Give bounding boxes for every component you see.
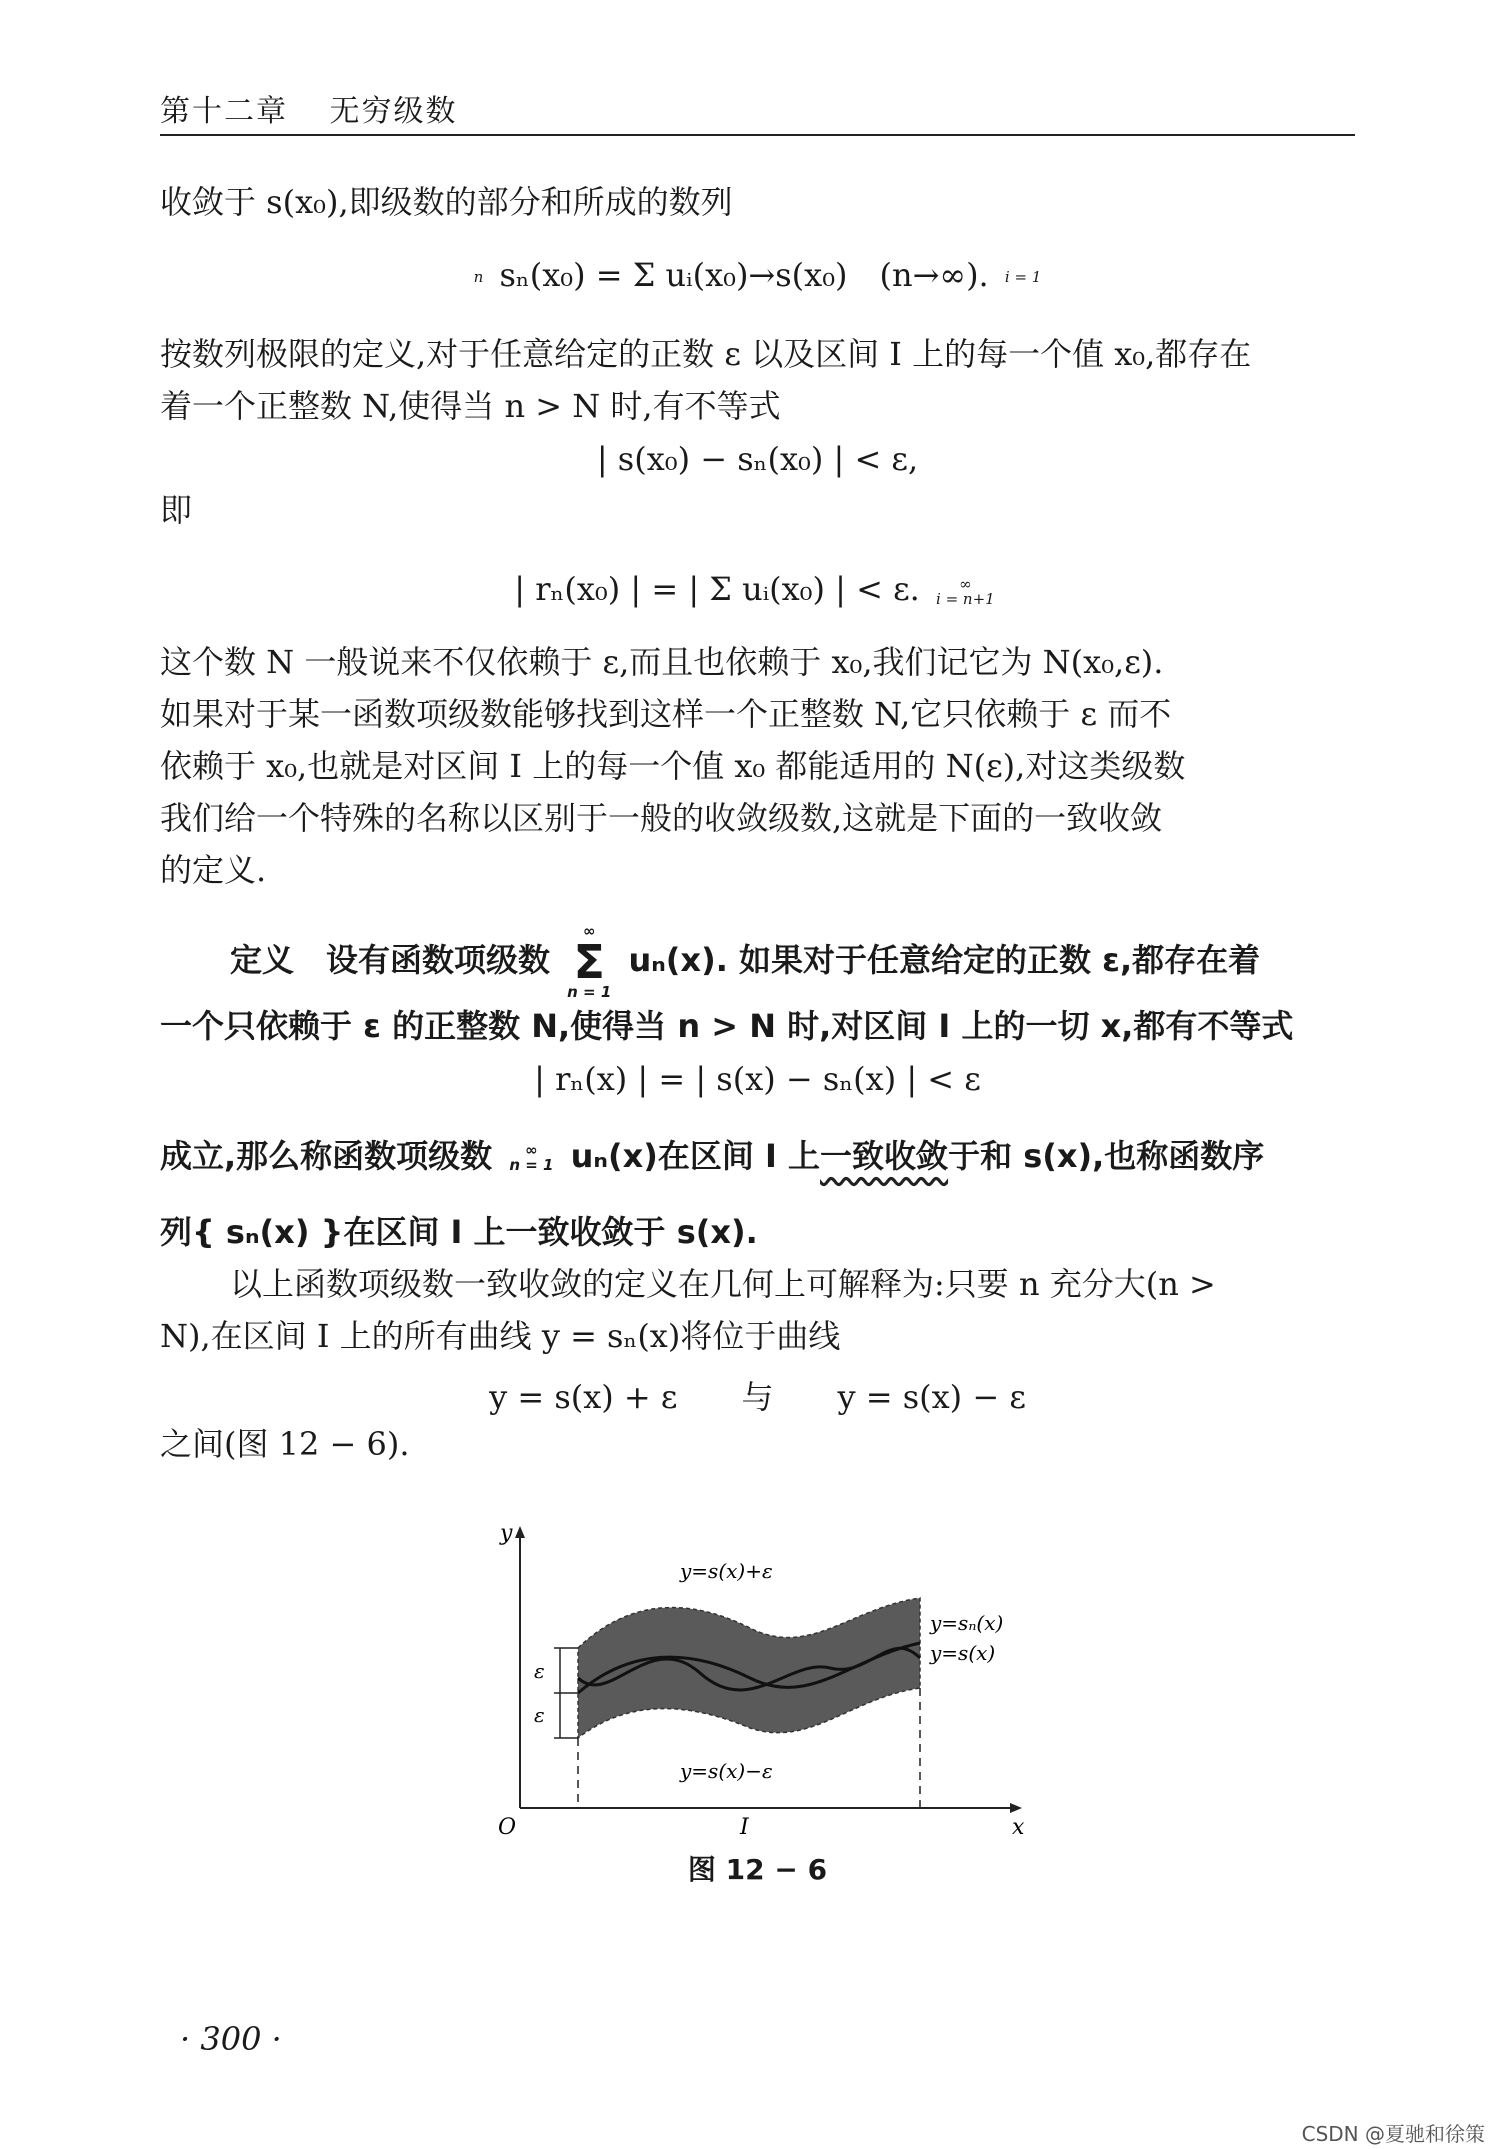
- paragraph-line: 我们给一个特殊的名称以区别于一般的收敛级数,这就是下面的一致收敛: [160, 799, 1163, 837]
- sum-operator: [474, 270, 484, 285]
- sum-lower-limit: i = n+1: [936, 589, 995, 608]
- equation-partial-sum: [160, 250, 1355, 296]
- equation-inequality: | s(x₀) − sₙ(x₀) | < ε,: [596, 440, 919, 478]
- y-axis-label: y: [500, 1521, 513, 1546]
- sum-operator: [936, 574, 995, 608]
- sum-lower: [1005, 270, 1041, 285]
- upper-curve-label: y=s(x)+ε: [680, 1559, 773, 1583]
- definition-line: [160, 1130, 1355, 1182]
- paragraph-line: 的定义.: [160, 851, 267, 889]
- figure-caption: 图 12 − 6: [687, 1853, 828, 1886]
- paragraph-line: 以上函数项级数一致收敛的定义在几何上可解释为:只要 n 充分大(n >: [230, 1265, 1216, 1303]
- equation-remainder: [160, 570, 1355, 608]
- page-number: · 300 ·: [180, 2020, 282, 2058]
- s-curve-label: y=s(x): [930, 1641, 996, 1665]
- y-arrow-icon: [515, 1526, 525, 1538]
- equation-text: | rₙ(x₀) | = | Σ uᵢ(x₀) | < ε.: [514, 570, 920, 608]
- epsilon-label-lower: ε: [534, 1703, 545, 1727]
- paragraph-line: 这个数 N 一般说来不仅依赖于 ε,而且也依赖于 x₀,我们记它为 N(x₀,ε).: [160, 643, 1164, 681]
- definition-line: 一个只依赖于 ε 的正整数 N,使得当 n > N 时,对区间 I 上的一切 x,都有不等式: [160, 1007, 1294, 1045]
- paragraph-line: 依赖于 x₀,也就是对区间 I 上的每一个值 x₀ 都能适用的 N(ε),对这类级数: [160, 747, 1186, 785]
- definition-text: 成立,那么称函数项级数: [160, 1137, 493, 1175]
- paragraph-line: 如果对于某一函数项级数能够找到这样一个正整数 N,它只依赖于 ε 而不: [160, 695, 1172, 733]
- paragraph-line: 之间(图 12 − 6).: [160, 1425, 410, 1463]
- equation-text: sₙ(x₀) = Σ uᵢ(x₀)→s(x₀) (n→∞).: [499, 256, 989, 294]
- paragraph-line: 收敛于 s(x₀),即级数的部分和所成的数列: [160, 183, 733, 221]
- sigma-symbol: Σ: [573, 935, 605, 989]
- sum-upper-limit: ∞: [525, 1141, 538, 1159]
- definition-text: 定义 设有函数项级数: [230, 941, 551, 979]
- sum-upper-limit: n: [473, 268, 484, 286]
- sum-operator: [567, 924, 611, 1000]
- paragraph-line: 即: [160, 491, 193, 529]
- paragraph-line: 着一个正整数 N,使得当 n > N 时,有不等式: [160, 387, 781, 425]
- lower-curve-label: y=s(x)−ε: [680, 1759, 773, 1783]
- watermark: CSDN @夏驰和徐策: [1301, 2122, 1485, 2146]
- paragraph-line: N),在区间 I 上的所有曲线 y = sₙ(x)将位于曲线: [160, 1317, 841, 1355]
- sum-operator: [509, 1143, 553, 1173]
- sum-lower-limit: n = 1: [509, 1156, 554, 1174]
- x-axis-label: x: [1012, 1815, 1025, 1838]
- sum-upper-limit: ∞: [582, 922, 596, 940]
- interval-label: I: [740, 1815, 749, 1838]
- epsilon-label-upper: ε: [534, 1659, 545, 1683]
- definition-text: 于和 s(x),也称函数序: [948, 1137, 1265, 1175]
- emphasized-term: 一致收敛: [820, 1137, 949, 1175]
- chapter-title: 无穷级数: [329, 94, 458, 129]
- definition-text: uₙ(x)在区间 I 上: [570, 1137, 821, 1175]
- running-head: [160, 86, 458, 130]
- sum-lower-limit: i = 1: [1004, 268, 1042, 286]
- epsilon-band: [578, 1598, 920, 1738]
- header-rule: [160, 134, 1355, 136]
- paragraph-line: 按数列极限的定义,对于任意给定的正数 ε 以及区间 I 上的每一个值 x₀,都存在: [160, 335, 1252, 373]
- sum-upper-limit: ∞: [959, 574, 972, 593]
- x-arrow-icon: [1010, 1803, 1022, 1813]
- chapter-number: 第十二章: [160, 94, 288, 129]
- equation-bounds: y = s(x) + ε 与 y = s(x) − ε: [489, 1378, 1026, 1416]
- definition-text: uₙ(x). 如果对于任意给定的正数 ε,都存在着: [628, 941, 1261, 979]
- definition-line: 列{ sₙ(x) }在区间 I 上一致收敛于 s(x).: [160, 1213, 758, 1251]
- sn-curve-label: y=sₙ(x): [930, 1611, 1004, 1635]
- sum-lower-limit: n = 1: [567, 983, 612, 1001]
- equation-uniform: | rₙ(x) | = | s(x) − sₙ(x) | < ε: [534, 1060, 981, 1098]
- definition-line: [230, 924, 1355, 1000]
- origin-label: O: [498, 1815, 517, 1838]
- figure-12-6: [490, 1508, 1030, 1838]
